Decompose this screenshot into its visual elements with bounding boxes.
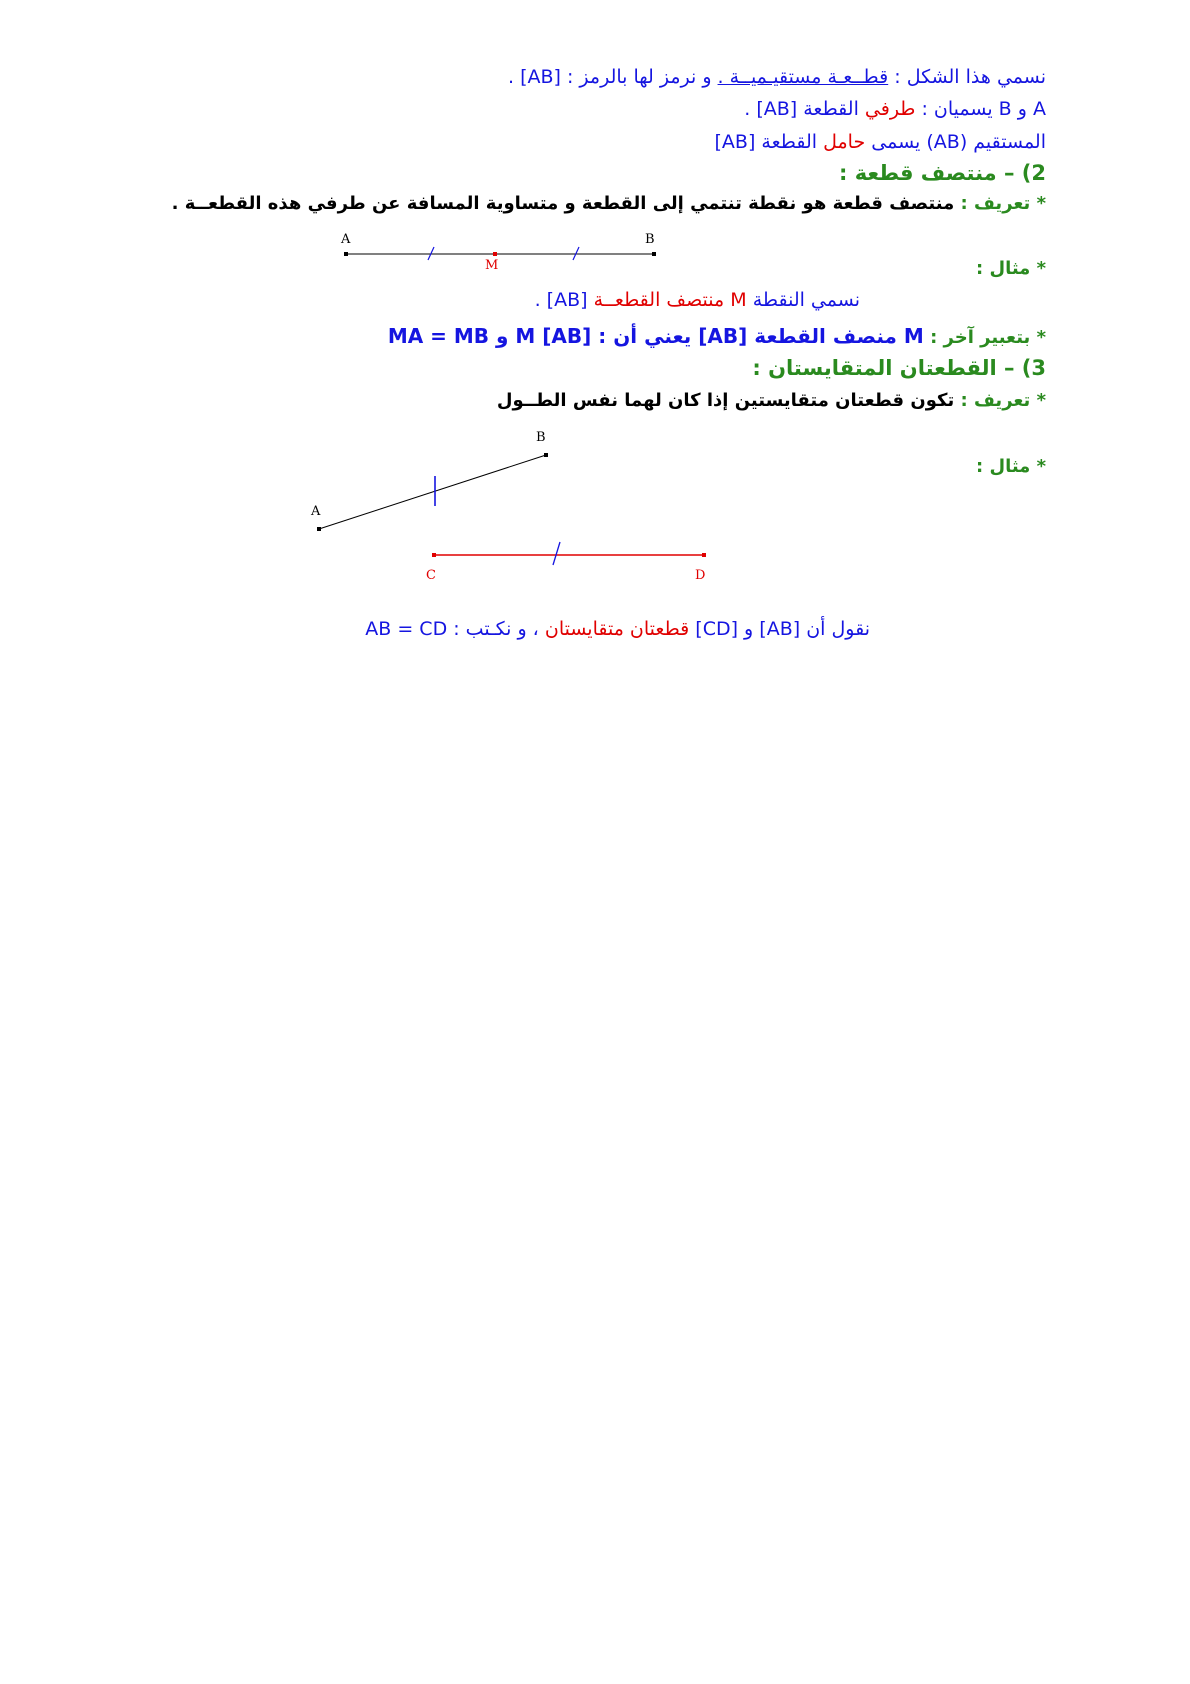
label-c: C <box>426 568 436 583</box>
point-a-marker <box>344 252 348 256</box>
named-text: يسميان : <box>921 98 993 120</box>
congruent-figure <box>310 430 706 583</box>
other-label: * بتعبير آخر : <box>930 327 1046 348</box>
midpoint-def-text: منتصف قطعة هو نقطة تنتمي إلى القطعة و متساوية المسافة عن طرفي هذه القطعــة . <box>171 193 955 214</box>
midpoint-example-label: * مثال : <box>975 258 1046 279</box>
other-text: M منصف القطعة [AB] يعني أن : M [AB] و MA = MB <box>387 324 924 348</box>
congruent-def-text: تكون قطعتان متقايستين إذا كان لهما نفس الطــول <box>496 390 955 411</box>
endpoints-tail: القطعة [AB] . <box>744 98 859 120</box>
naming-term: منتصف القطعــة <box>593 289 725 311</box>
naming-tail: [AB] . <box>534 289 588 311</box>
midpoint-naming <box>535 289 860 311</box>
line1-tail: و نرمز لها بالرمز : [AB] . <box>507 66 712 88</box>
conclusion-lead: نقول أن [AB] و [CD] <box>695 618 870 640</box>
naming-m: M <box>730 289 747 311</box>
line1-term: قطــعـة مستقيـميــة . <box>717 66 889 88</box>
endpoints-term: طرفي <box>864 98 916 120</box>
congruent-conclusion <box>365 618 870 640</box>
point-a2-marker <box>317 527 321 531</box>
label-b2: B <box>536 430 546 445</box>
point-c-marker <box>432 553 436 557</box>
naming-lead: نسمي النقطة <box>752 289 860 311</box>
label-d: D <box>695 568 706 583</box>
congruent-example-label: * مثال : <box>975 456 1046 477</box>
support-term: حامل <box>823 131 866 153</box>
point-m-marker <box>493 252 497 256</box>
congruent-definition <box>497 390 1046 411</box>
point-d-marker <box>702 553 706 557</box>
section3-heading: 3) – القطعتان المتقايستان : <box>752 356 1046 380</box>
conclusion-tail: ، و نكـتب : AB = CD <box>365 618 539 640</box>
label-a2: A <box>311 504 321 519</box>
point-b-text: B <box>998 98 1012 120</box>
line1-lead: نسمي هذا الشكل : <box>894 66 1046 88</box>
support-tail: القطعة [AB] <box>714 131 818 153</box>
point-a-text: A <box>1033 98 1046 120</box>
label-b: B <box>645 232 655 247</box>
conclusion-term: قطعتان متقايستان <box>544 618 690 640</box>
midpoint-def-label: * تعريف : <box>960 193 1046 214</box>
segment-ab-slanted <box>319 455 546 529</box>
midpoint-figure <box>340 232 656 273</box>
support-lead: المستقيم (AB) يسمى <box>871 131 1046 153</box>
point-b2-marker <box>544 453 548 457</box>
and-text: و <box>1017 98 1027 120</box>
congruent-def-label: * تعريف : <box>960 390 1046 411</box>
other-expression <box>388 324 1046 348</box>
tick-mark-cd <box>553 542 560 565</box>
point-b-marker <box>652 252 656 256</box>
section2-heading: 2) – منتصف قطعة : <box>838 161 1046 185</box>
label-m: M <box>485 258 499 273</box>
label-a: A <box>341 232 351 247</box>
